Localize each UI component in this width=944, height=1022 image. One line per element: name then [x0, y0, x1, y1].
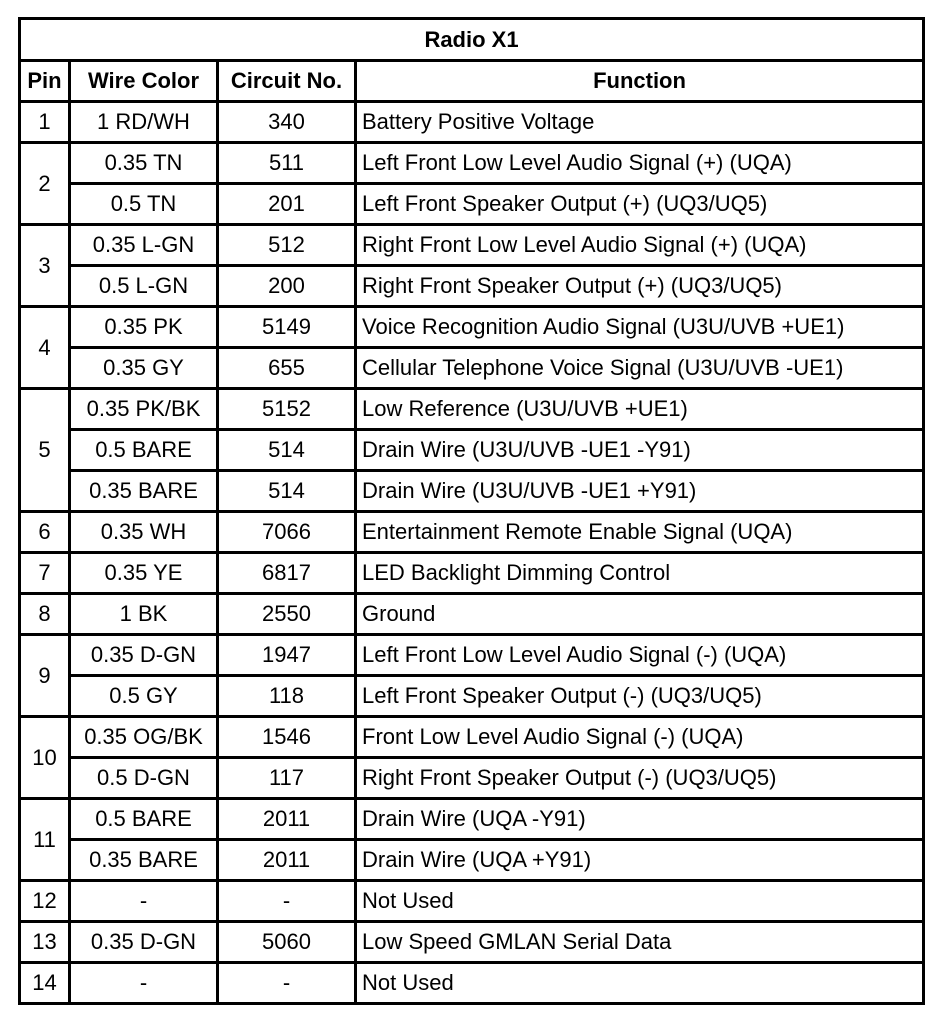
pin-cell: 4: [20, 307, 70, 389]
table-row: [20, 266, 924, 307]
table-row: [20, 143, 924, 184]
pin-cell: 2: [20, 143, 70, 225]
circuit-no-cell: 511: [218, 143, 356, 184]
circuit-no-cell: 7066: [218, 512, 356, 553]
wire-color-cell: 0.5 GY: [70, 676, 218, 717]
pin-cell: 5: [20, 389, 70, 512]
wire-color-cell: 0.35 WH: [70, 512, 218, 553]
wire-color-cell: 1 RD/WH: [70, 102, 218, 143]
circuit-no-cell: 5060: [218, 922, 356, 963]
circuit-no-cell: 6817: [218, 553, 356, 594]
circuit-no-cell: 201: [218, 184, 356, 225]
header-circuit-no: Circuit No.: [218, 61, 356, 102]
wire-color-cell: 0.35 YE: [70, 553, 218, 594]
pin-cell: 7: [20, 553, 70, 594]
wire-color-cell: 0.35 PK: [70, 307, 218, 348]
pin-cell: 10: [20, 717, 70, 799]
pin-cell: 6: [20, 512, 70, 553]
table-row: [20, 348, 924, 389]
function-cell: Right Front Speaker Output (+) (UQ3/UQ5): [356, 266, 924, 307]
table-row: [20, 553, 924, 594]
wire-color-cell: -: [70, 963, 218, 1004]
function-cell: Drain Wire (UQA +Y91): [356, 840, 924, 881]
table-row: [20, 635, 924, 676]
wire-color-cell: 0.35 BARE: [70, 840, 218, 881]
table-row: [20, 717, 924, 758]
wire-color-cell: 0.5 D-GN: [70, 758, 218, 799]
function-cell: Voice Recognition Audio Signal (U3U/UVB +UE1): [356, 307, 924, 348]
pin-cell: 3: [20, 225, 70, 307]
function-cell: Left Front Low Level Audio Signal (+) (UQA): [356, 143, 924, 184]
function-cell: Left Front Speaker Output (-) (UQ3/UQ5): [356, 676, 924, 717]
function-cell: Drain Wire (U3U/UVB -UE1 +Y91): [356, 471, 924, 512]
circuit-no-cell: 514: [218, 471, 356, 512]
wire-color-cell: 0.35 D-GN: [70, 922, 218, 963]
wire-color-cell: 0.35 D-GN: [70, 635, 218, 676]
table-row: [20, 881, 924, 922]
pin-cell: 8: [20, 594, 70, 635]
connector-table-container: [18, 17, 922, 1005]
header-pin: Pin: [20, 61, 70, 102]
circuit-no-cell: 118: [218, 676, 356, 717]
circuit-no-cell: 5152: [218, 389, 356, 430]
table-body: [20, 102, 924, 1004]
circuit-no-cell: 2011: [218, 799, 356, 840]
circuit-no-cell: 655: [218, 348, 356, 389]
function-cell: Drain Wire (UQA -Y91): [356, 799, 924, 840]
pin-cell: 13: [20, 922, 70, 963]
circuit-no-cell: 340: [218, 102, 356, 143]
header-function: Function: [356, 61, 924, 102]
table-row: [20, 102, 924, 143]
table-row: [20, 840, 924, 881]
circuit-no-cell: 2011: [218, 840, 356, 881]
function-cell: Battery Positive Voltage: [356, 102, 924, 143]
function-cell: Not Used: [356, 963, 924, 1004]
table-row: [20, 594, 924, 635]
wire-color-cell: 0.35 GY: [70, 348, 218, 389]
circuit-no-cell: 1546: [218, 717, 356, 758]
wire-color-cell: 0.35 PK/BK: [70, 389, 218, 430]
table-row: [20, 225, 924, 266]
table-row: [20, 471, 924, 512]
circuit-no-cell: 5149: [218, 307, 356, 348]
wire-color-cell: 0.5 BARE: [70, 430, 218, 471]
circuit-no-cell: 2550: [218, 594, 356, 635]
function-cell: Low Speed GMLAN Serial Data: [356, 922, 924, 963]
circuit-no-cell: 200: [218, 266, 356, 307]
function-cell: Right Front Low Level Audio Signal (+) (UQA): [356, 225, 924, 266]
table-row: [20, 963, 924, 1004]
function-cell: Entertainment Remote Enable Signal (UQA): [356, 512, 924, 553]
wire-color-cell: 1 BK: [70, 594, 218, 635]
wire-color-cell: 0.35 TN: [70, 143, 218, 184]
table-row: [20, 389, 924, 430]
circuit-no-cell: -: [218, 881, 356, 922]
wire-color-cell: 0.35 L-GN: [70, 225, 218, 266]
function-cell: LED Backlight Dimming Control: [356, 553, 924, 594]
table-title-row: [20, 19, 924, 61]
table-row: [20, 922, 924, 963]
pin-cell: 11: [20, 799, 70, 881]
pin-cell: 9: [20, 635, 70, 717]
wire-color-cell: -: [70, 881, 218, 922]
table-row: [20, 676, 924, 717]
function-cell: Right Front Speaker Output (-) (UQ3/UQ5): [356, 758, 924, 799]
table-row: [20, 430, 924, 471]
circuit-no-cell: 512: [218, 225, 356, 266]
pin-cell: 12: [20, 881, 70, 922]
circuit-no-cell: 1947: [218, 635, 356, 676]
function-cell: Cellular Telephone Voice Signal (U3U/UVB -UE1): [356, 348, 924, 389]
circuit-no-cell: -: [218, 963, 356, 1004]
function-cell: Left Front Low Level Audio Signal (-) (UQA): [356, 635, 924, 676]
table-row: [20, 758, 924, 799]
function-cell: Not Used: [356, 881, 924, 922]
wire-color-cell: 0.35 BARE: [70, 471, 218, 512]
table-row: [20, 799, 924, 840]
pin-cell: 1: [20, 102, 70, 143]
function-cell: Ground: [356, 594, 924, 635]
wire-color-cell: 0.5 BARE: [70, 799, 218, 840]
function-cell: Low Reference (U3U/UVB +UE1): [356, 389, 924, 430]
pin-cell: 14: [20, 963, 70, 1004]
connector-pinout-table: [18, 17, 925, 1005]
function-cell: Front Low Level Audio Signal (-) (UQA): [356, 717, 924, 758]
table-header-row: [20, 61, 924, 102]
wire-color-cell: 0.35 OG/BK: [70, 717, 218, 758]
wire-color-cell: 0.5 L-GN: [70, 266, 218, 307]
table-row: [20, 307, 924, 348]
function-cell: Drain Wire (U3U/UVB -UE1 -Y91): [356, 430, 924, 471]
table-row: [20, 184, 924, 225]
circuit-no-cell: 514: [218, 430, 356, 471]
header-wire-color: Wire Color: [70, 61, 218, 102]
wire-color-cell: 0.5 TN: [70, 184, 218, 225]
table-row: [20, 512, 924, 553]
function-cell: Left Front Speaker Output (+) (UQ3/UQ5): [356, 184, 924, 225]
table-title: Radio X1: [20, 19, 924, 61]
circuit-no-cell: 117: [218, 758, 356, 799]
